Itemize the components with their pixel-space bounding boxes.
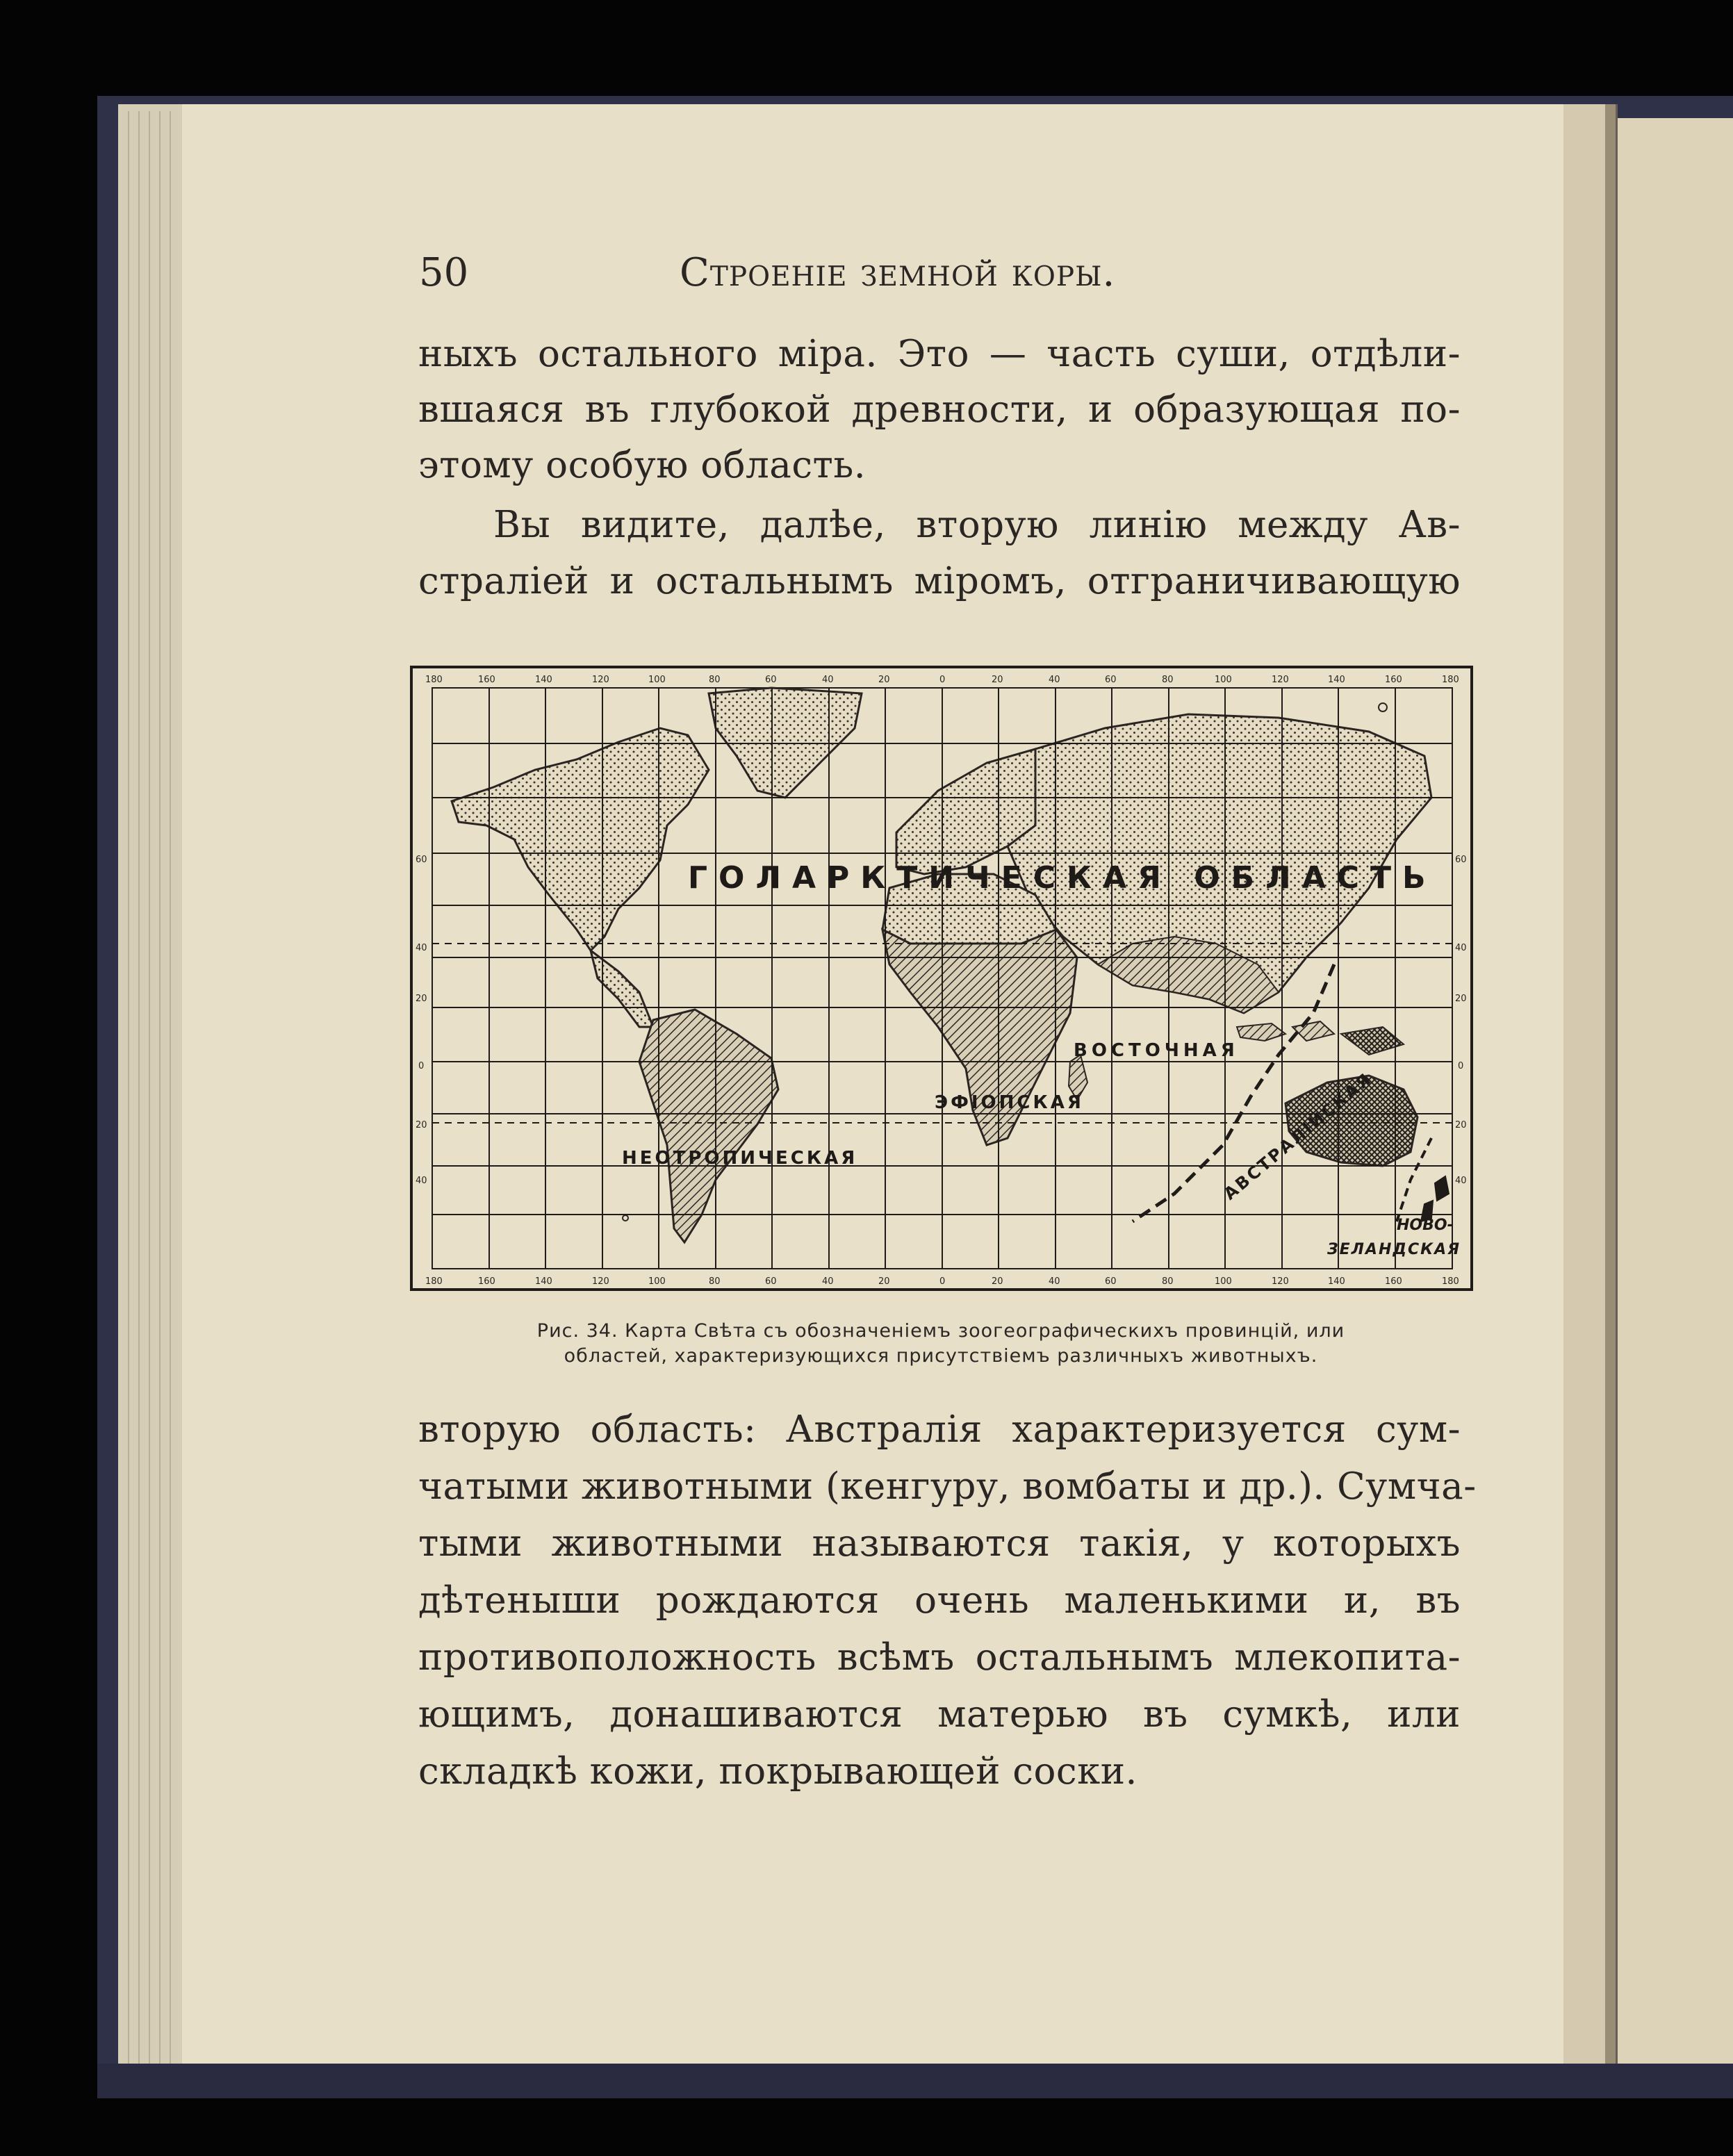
text-line: дѣтеныши рождаются очень маленькими и, въ bbox=[418, 1579, 1461, 1622]
svg-text:100: 100 bbox=[648, 675, 666, 685]
svg-text:40: 40 bbox=[1455, 1176, 1467, 1186]
svg-text:60: 60 bbox=[416, 855, 427, 865]
running-head: Строеніе земной коры. bbox=[680, 250, 1116, 295]
world-map-figure bbox=[410, 666, 1473, 1291]
svg-text:180: 180 bbox=[1442, 1276, 1459, 1287]
svg-text:20: 20 bbox=[1455, 1120, 1467, 1130]
svg-text:180: 180 bbox=[425, 1276, 443, 1287]
text-line: тыми животными называются такія, у которыхъ bbox=[418, 1522, 1461, 1565]
svg-text:140: 140 bbox=[1328, 675, 1345, 685]
svg-text:160: 160 bbox=[478, 1276, 495, 1287]
svg-text:0: 0 bbox=[939, 1276, 946, 1287]
svg-text:40: 40 bbox=[1049, 675, 1060, 685]
figure-caption-line-1: Рис. 34. Карта Свѣта съ обозначеніемъ зоогеографическихъ провинцій, или bbox=[536, 1320, 1345, 1342]
svg-text:20: 20 bbox=[878, 1276, 890, 1287]
svg-text:120: 120 bbox=[1272, 1276, 1289, 1287]
svg-text:60: 60 bbox=[765, 675, 777, 685]
svg-text:60: 60 bbox=[1105, 1276, 1117, 1287]
text-line: ющимъ, донашиваются матерью въ сумкѣ, или bbox=[418, 1693, 1461, 1736]
label-neotropical: НЕОТРОПИЧЕСКАЯ bbox=[622, 1148, 858, 1169]
figure-caption-line-2: областей, характеризующихся присутствіемъ различныхъ животныхъ. bbox=[564, 1345, 1318, 1367]
svg-text:140: 140 bbox=[535, 1276, 552, 1287]
svg-text:20: 20 bbox=[992, 675, 1003, 685]
text-line: Вы видите, далѣе, вторую линію между Ав- bbox=[493, 504, 1461, 546]
svg-text:140: 140 bbox=[1328, 1276, 1345, 1287]
svg-text:180: 180 bbox=[1442, 675, 1459, 685]
svg-text:80: 80 bbox=[709, 1276, 721, 1287]
svg-text:40: 40 bbox=[416, 943, 427, 953]
label-oriental: ВОСТОЧНАЯ bbox=[1074, 1040, 1239, 1061]
svg-text:100: 100 bbox=[1215, 1276, 1232, 1287]
label-new-zealand-1: НОВО- bbox=[1397, 1217, 1454, 1234]
svg-text:20: 20 bbox=[416, 1120, 427, 1130]
text-line: вторую область: Австралія характеризуется сум- bbox=[418, 1408, 1461, 1451]
svg-text:80: 80 bbox=[1162, 1276, 1174, 1287]
svg-text:20: 20 bbox=[416, 994, 427, 1004]
svg-text:40: 40 bbox=[1455, 943, 1467, 953]
svg-text:160: 160 bbox=[1385, 675, 1402, 685]
svg-text:40: 40 bbox=[822, 675, 834, 685]
svg-text:0: 0 bbox=[939, 675, 946, 685]
svg-text:0: 0 bbox=[418, 1061, 425, 1071]
svg-text:120: 120 bbox=[592, 675, 609, 685]
text-line: этому особую область. bbox=[418, 444, 866, 486]
svg-text:0: 0 bbox=[1458, 1061, 1464, 1071]
svg-text:80: 80 bbox=[709, 675, 721, 685]
text-line: чатыми животными (кенгуру, вомбаты и др.). Сумча- bbox=[418, 1465, 1477, 1508]
svg-text:120: 120 bbox=[592, 1276, 609, 1287]
label-new-zealand-2: ЗЕЛАНДСКАЯ bbox=[1327, 1241, 1461, 1258]
svg-text:20: 20 bbox=[878, 675, 890, 685]
svg-text:60: 60 bbox=[1455, 855, 1467, 865]
svg-text:20: 20 bbox=[1455, 994, 1467, 1004]
facing-page bbox=[1618, 118, 1733, 2064]
svg-text:100: 100 bbox=[1215, 675, 1232, 685]
text-line: противоположность всѣмъ остальнымъ млекопита- bbox=[418, 1636, 1461, 1679]
svg-text:140: 140 bbox=[535, 675, 552, 685]
svg-text:120: 120 bbox=[1272, 675, 1289, 685]
text-line: страліей и остальнымъ міромъ, отграничивающую bbox=[418, 560, 1461, 602]
text-line: ныхъ остального міра. Это — часть суши, отдѣли- bbox=[418, 333, 1461, 375]
svg-text:60: 60 bbox=[1105, 675, 1117, 685]
text-line: складкѣ кожи, покрывающей соски. bbox=[418, 1750, 1137, 1793]
svg-text:100: 100 bbox=[648, 1276, 666, 1287]
svg-text:180: 180 bbox=[425, 675, 443, 685]
svg-text:40: 40 bbox=[822, 1276, 834, 1287]
svg-text:160: 160 bbox=[478, 675, 495, 685]
label-australian: АВСТРАЛІЙСКАЯ bbox=[1219, 1069, 1377, 1204]
text-line: вшаяся въ глубокой древности, и образующая по- bbox=[418, 388, 1461, 431]
svg-text:60: 60 bbox=[765, 1276, 777, 1287]
label-holarctic: ГОЛАРКТИЧЕСКАЯ ОБЛАСТЬ bbox=[688, 860, 1437, 896]
label-ethiopian: ЭФІОПСКАЯ bbox=[935, 1092, 1084, 1113]
page-number: 50 bbox=[419, 250, 469, 295]
svg-text:20: 20 bbox=[992, 1276, 1003, 1287]
svg-text:40: 40 bbox=[416, 1176, 427, 1186]
svg-text:40: 40 bbox=[1049, 1276, 1060, 1287]
svg-text:80: 80 bbox=[1162, 675, 1174, 685]
svg-text:160: 160 bbox=[1385, 1276, 1402, 1287]
